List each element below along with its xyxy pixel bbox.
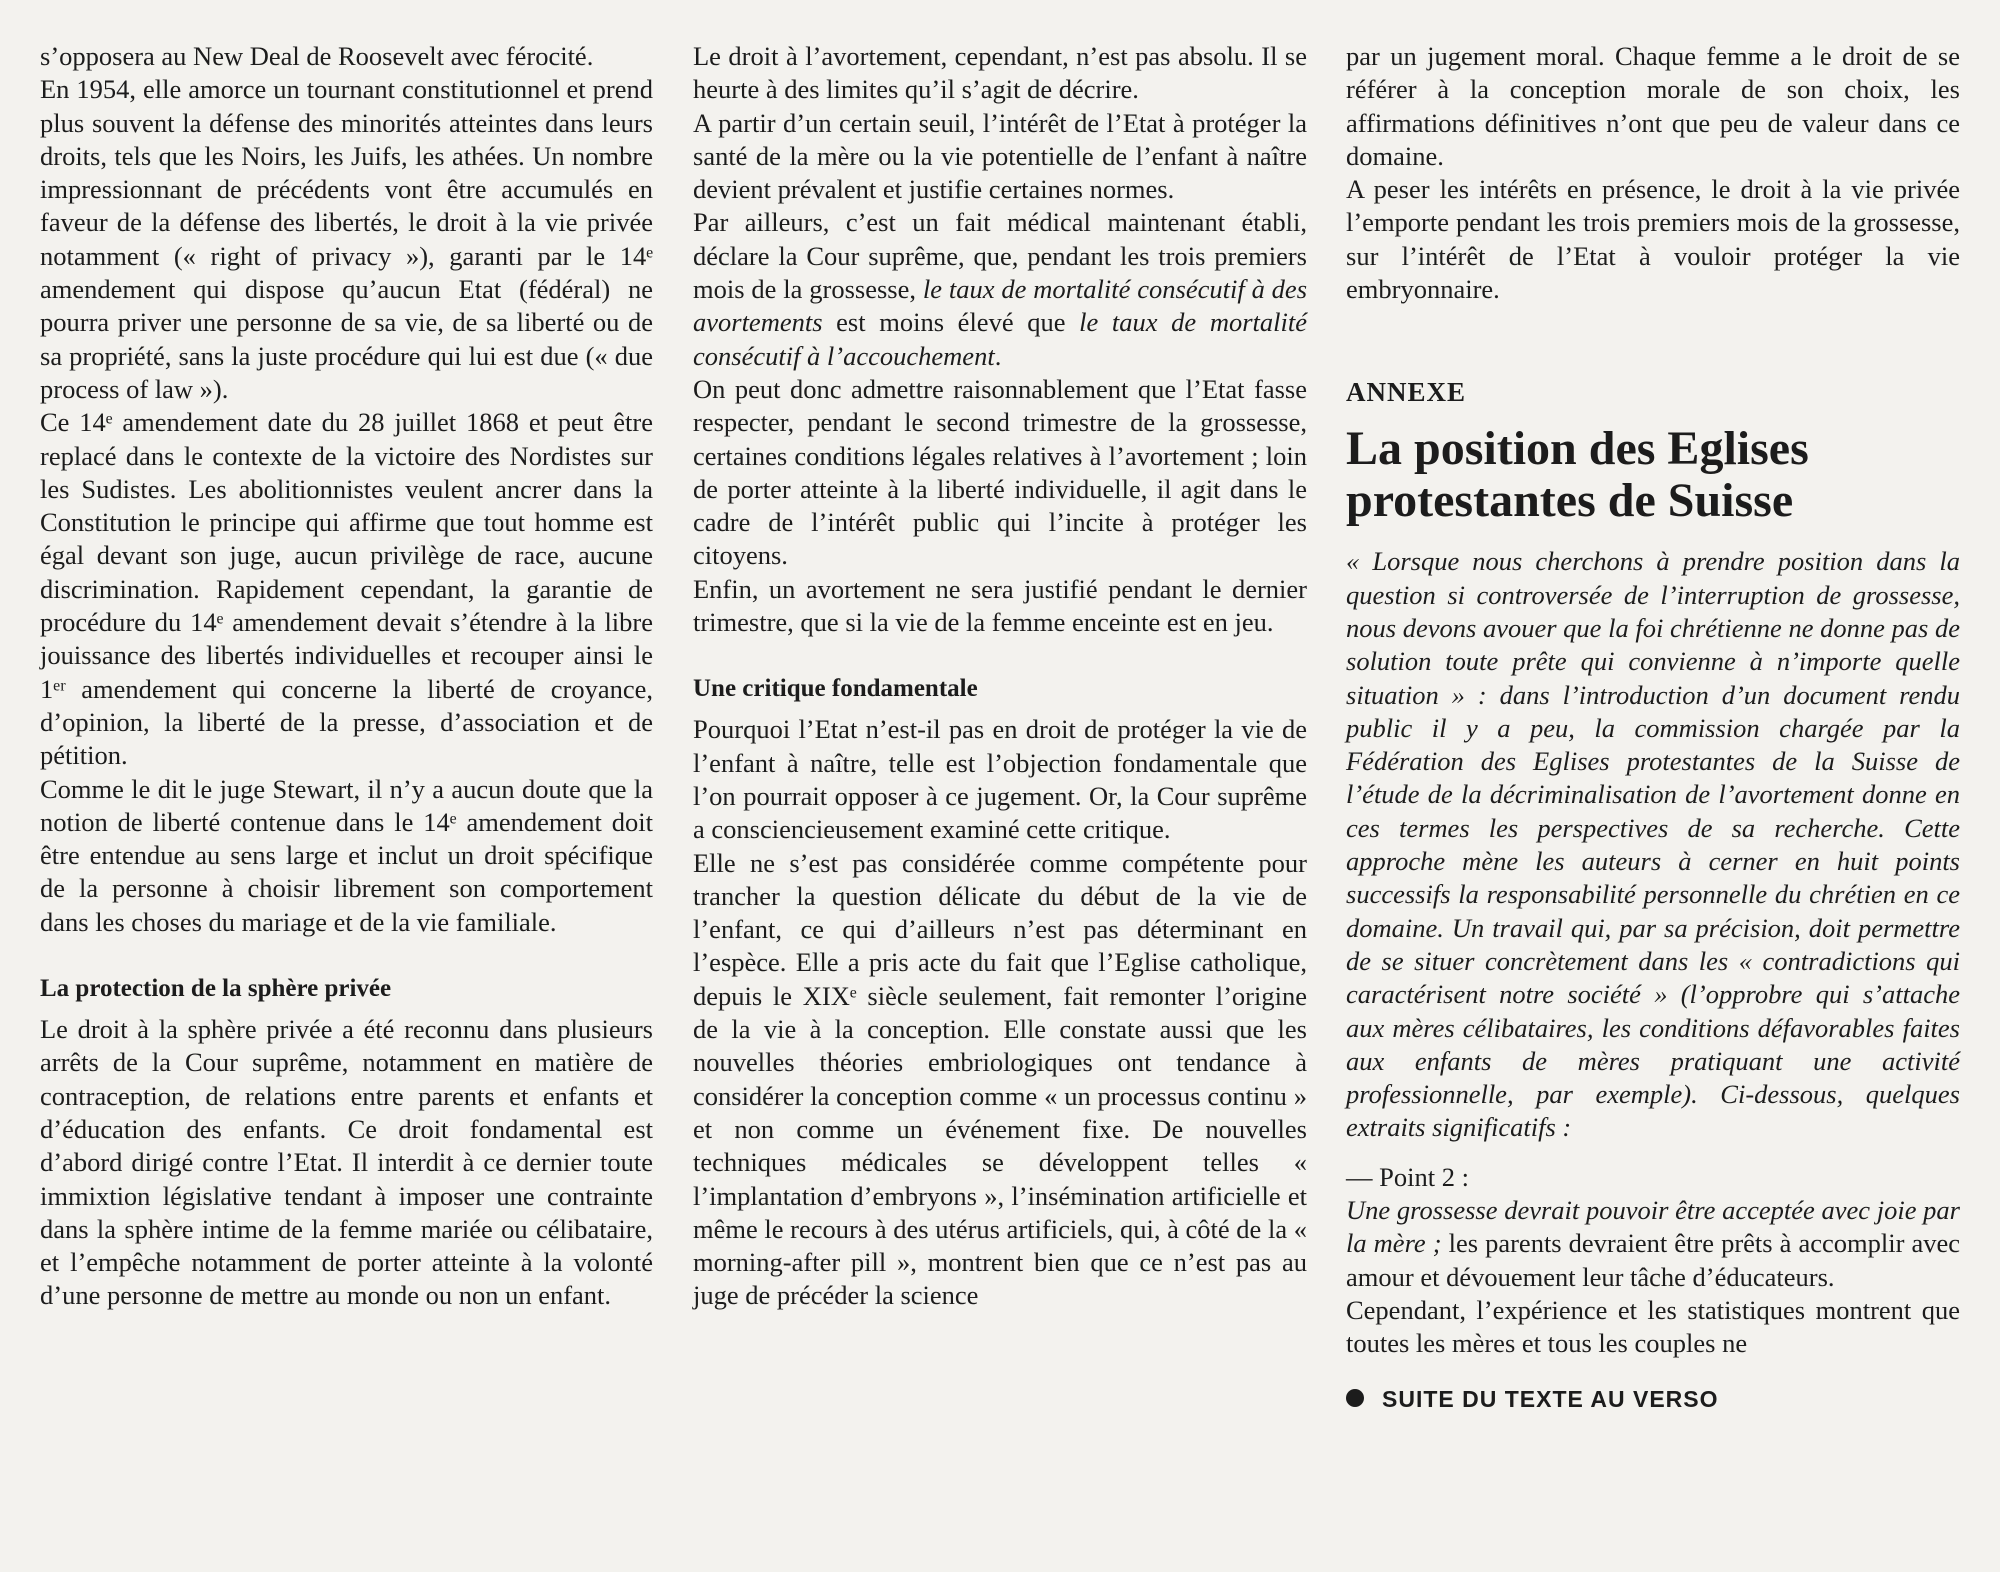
text-run: les parents devraient être prêts à accomplir avec amour et dévouement leur tâche d’éducateurs.: [1346, 1228, 1960, 1292]
paragraph: par un jugement moral. Chaque femme a le droit de se référer à la conception morale de son choix, les affirmations définitives n’ont que peu de valeur dans ce domaine.: [1346, 41, 1960, 171]
paragraph: [693, 206, 1307, 372]
paragraph: En 1954, elle amorce un tournant constitutionnel et prend plus souvent la défense des minorités atteintes dans leurs droits, tels que les Noirs, les Juifs, les athées. Un nombre impressionnant de précédents vont être accumulés en faveur de la défense des libertés, le droit à la vie privée notamment (« right of privacy »), garanti par le 14ᵉ amendement qui dispose qu’aucun Etat (fédéral) ne pourra priver une personne de sa vie, de sa liberté ou de sa propriété, sans la juste procédure qui lui est due (« due process of law »).: [40, 74, 653, 404]
paragraph: Pourquoi l’Etat n’est-il pas en droit de protéger la vie de l’enfant à naître, telle est l’objection fondamentale que l’on pourrait opposer à ce jugement. Or, la Cour suprême a consciencieusement examiné cette critique.: [693, 714, 1307, 845]
text-run: .: [994, 340, 1002, 371]
bullet-icon: [1346, 1389, 1364, 1407]
section-heading: Une critique fondamentale: [693, 675, 978, 703]
paragraph: Cependant, l’expérience et les statistiques montrent que toutes les mères et tous les couples ne: [1346, 1294, 1960, 1359]
annexe-label: ANNEXE: [1346, 377, 1467, 408]
continued-notice: [1346, 1383, 1960, 1416]
italic-text: le taux de mortalité consécutif à l’accouchement: [693, 307, 1307, 371]
section-heading: La protection de la sphère privée: [40, 975, 392, 1003]
paragraph: On peut donc admettre raisonnablement que l’Etat fasse respecter, pendant le second trimestre de la grossesse, certaines conditions légales relatives à l’avortement ; loin de porter atteinte à la liberté individuelle, il agit dans le cadre de l’intérêt public qui l’incite à protéger les citoyens.: [693, 373, 1307, 571]
paragraph: Le droit à la sphère privée a été reconnu dans plusieurs arrêts de la Cour suprême, notamment en matière de contraception, de relations entre parents et enfants et d’éducation des enfants. Ce droit fondamental est d’abord dirigé contre l’Etat. Il interdit à ce dernier toute immixtion législative tendant à imposer une contrainte dans la sphère intime de la femme mariée ou célibataire, et l’empêche notamment de porter atteinte à la volonté d’une personne de mettre au monde ou non un enfant.: [40, 1014, 653, 1311]
italic-text: le taux de mortalité consécutif à des avortements: [693, 274, 1308, 338]
paragraph: Enfin, un avortement ne sera justifié pendant le dernier trimestre, que si la vie de la femme enceinte est en jeu.: [693, 573, 1307, 638]
point-label: — Point 2 :: [1346, 1161, 1469, 1192]
intro-quote: « Lorsque nous cherchons à prendre position dans la question si controversée de l’interruption de grossesse, nous devons avouer que la foi chrétienne ne donne pas de solution toute prête qui convienne à n’importe quelle situation » : dans l’introduction d’un document rendu public il y a peu, la commission chargée par la Fédération des Eglises protestantes de la Suisse de l’étude de la décriminalisation de l’avortement donne en ces termes les perspectives de sa recherche. Cette approche mène les auteurs à cerner en huit points successifs la responsabilité personnelle du chrétien en ce domaine. Un travail qui, par sa précision, doit permettre de se situer concrètement dans les « contradictions qui caractérisent notre société » (l’opprobre qui s’attache aux mères célibataires, les conditions défavorables faites aux enfants de mères pratiquant une activité professionnelle, par exemple). Ci-dessous, quelques extraits significatifs :: [1346, 546, 1960, 1143]
paragraph: A peser les intérêts en présence, le droit à la vie privée l’emporte pendant les trois premiers mois de la grossesse, sur l’intérêt de l’Etat à vouloir protéger la vie embryonnaire.: [1346, 174, 1960, 305]
column-3: [1346, 40, 1960, 1416]
text-run: Par ailleurs, c’est un fait médical maintenant établi, déclare la Cour suprême, que, pendant les trois premiers mois de la grossesse,: [693, 207, 1307, 305]
paragraph: Le droit à l’avortement, cependant, n’est pas absolu. Il se heurte à des limites qu’il s’agit de décrire.: [693, 41, 1307, 105]
paragraph: A partir d’un certain seuil, l’intérêt de l’Etat à protéger la santé de la mère ou la vie potentielle de l’enfant à naître devient prévalent et justifie certaines normes.: [693, 107, 1307, 205]
article-title: La position des Eglises protestantes de Suisse: [1346, 422, 1809, 528]
paragraph: Comme le dit le juge Stewart, il n’y a aucun doute que la notion de liberté contenue dans le 14ᵉ amendement doit être entendue au sens large et inclut un droit spécifique de la personne à choisir librement son comportement dans les choses du mariage et de la vie familiale.: [40, 773, 653, 937]
text-run: est moins élevé que: [822, 307, 1080, 338]
paragraph: Ce 14ᵉ amendement date du 28 juillet 1868 et peut être replacé dans le contexte de la victoire des Nordistes sur les Sudistes. Les abolitionnistes veulent ancrer dans la Constitution le principe qui affirme que tout homme est égal devant son juge, aucun privilège de race, aucune discrimination. Rapidement cependant, la garantie de procédure du 14ᵉ amendement devait s’étendre à la libre jouissance des libertés individuelles et recouper ainsi le 1ᵉʳ amendement qui concerne la liberté de croyance, d’opinion, la liberté de la presse, d’association et de pétition.: [40, 407, 653, 771]
paragraph: [1346, 1194, 1960, 1294]
paragraph: Elle ne s’est pas considérée comme compétente pour trancher la question délicate du début de la vie de l’enfant, ce qui d’ailleurs n’est pas déterminant en l’espèce. Elle a pris acte du fait que l’Eglise catholique, depuis le XIXᵉ siècle seulement, fait remonter l’origine de la vie à la conception. Elle constate aussi que les nouvelles théories embriologiques ont tendance à considérer la conception comme « un processus continu » et non comme un événement fixe. De nouvelles techniques médicales se développent telles « l’implantation d’embryons », l’insémination artificielle et même le recours à des utérus artificiels, qui, à côté de la « morning-after pill », montrent bien que ce n’est pas au juge de précéder la science: [693, 847, 1307, 1311]
column-2: [693, 40, 1307, 1313]
italic-text: Une grossesse devrait pouvoir être acceptée avec joie par la mère ;: [1346, 1195, 1960, 1259]
column-1: [40, 40, 653, 1313]
paragraph: s’opposera au New Deal de Roosevelt avec férocité.: [40, 41, 594, 71]
continued-notice-text: SUITE DU TEXTE AU VERSO: [1382, 1385, 1719, 1412]
